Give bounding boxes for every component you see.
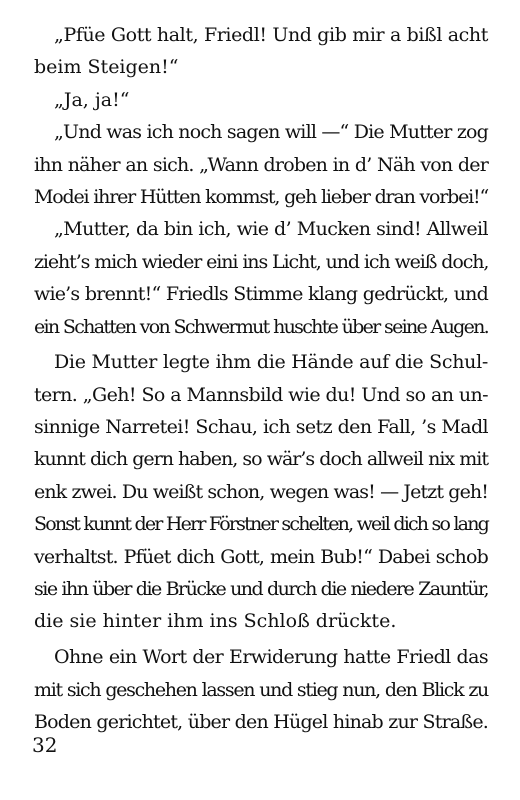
text-line: Boden gerichtet, über den Hügel hinab zur Straße. (34, 710, 488, 733)
text-line: mit sich geschehen lassen und stieg nun, den Blick zu (34, 678, 488, 701)
text-line: Ohne ein Wort der Erwiderung hatte Friedl das (54, 646, 488, 669)
text-line: verhaltst. Pfüet dich Gott, mein Bub!“ Dabei schob (34, 545, 488, 568)
text-line: ihn näher an sich. „Wann droben in d’ Näh von der (34, 153, 488, 176)
text-line: Modei ihrer Hütten kommst, geh lieber dran vorbei!“ (34, 185, 488, 208)
text-line: Die Mutter legte ihm die Hände auf die Schul- (54, 351, 488, 374)
text-line: sie ihn über die Brücke und durch die niedere Zauntür, (34, 578, 488, 601)
text-line: enk zwei. Du weißt schon, wegen was! — Jetzt geh! (34, 480, 488, 503)
text-line: sinnige Narretei! Schau, ich setz den Fall, ’s Madl (34, 416, 488, 439)
text-line: „Und was ich noch sagen will —“ Die Mutter zog (54, 121, 489, 144)
text-line: ein Schatten von Schwermut huschte über seine Augen. (34, 315, 488, 338)
text-line: „Ja, ja!“ (54, 88, 130, 111)
text-line: „Mutter, da bin ich, wie d’ Mucken sind! Allweil (54, 218, 488, 241)
text-line: tern. „Geh! So a Mannsbild wie du! Und so an un- (34, 383, 488, 406)
body-text (34, 19, 488, 738)
text-line: beim Steigen!“ (34, 56, 179, 79)
text-line: zieht’s mich wieder eini ins Licht, und ich weiß doch, (34, 250, 489, 273)
page-number: 32 (32, 733, 58, 757)
text-line: kunnt dich gern haben, so wär’s doch allweil nix mit (34, 448, 488, 471)
text-line: Sonst kunnt der Herr Förstner schelten, weil dich so lang (34, 513, 488, 536)
text-line: wie’s brennt!“ Friedls Stimme klang gedrückt, und (34, 283, 488, 306)
text-line: „Pfüe Gott halt, Friedl! Und gib mir a bißl acht (54, 24, 488, 46)
text-line: die sie hinter ihm ins Schloß drückte. (34, 610, 397, 633)
